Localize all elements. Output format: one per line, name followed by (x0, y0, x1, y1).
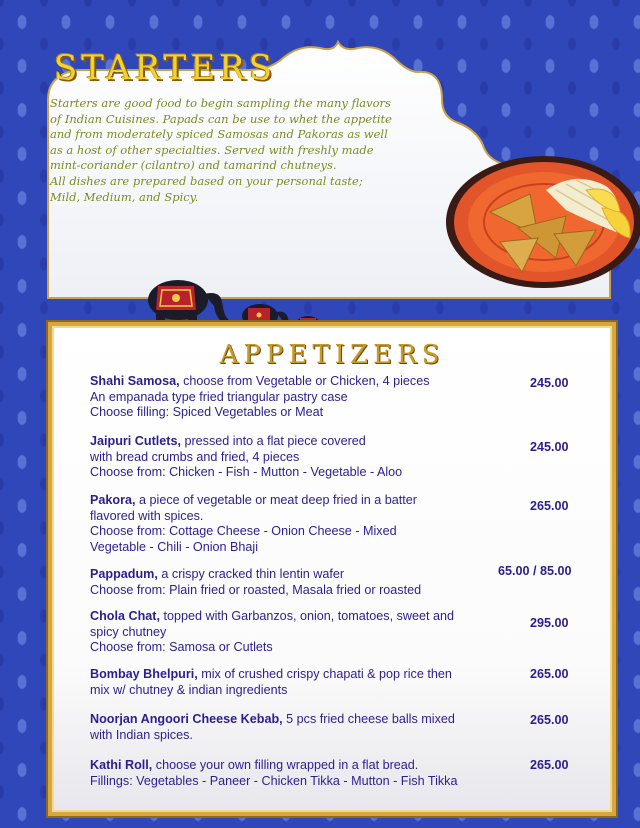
item-description: choose your own filling wrapped in a flat bread. (155, 758, 419, 772)
description-line: mint-coriander (cilantro) and tamarind chutneys. (50, 158, 337, 173)
item-price: 245.00 (530, 376, 569, 390)
item-description: flavored with spices. (90, 508, 204, 523)
item-description: 5 pcs fried cheese balls mixed (286, 712, 455, 726)
item-name: Chola Chat, (90, 609, 160, 623)
item-description: Choose from: Cottage Cheese - Onion Cheese - Mixed (90, 524, 397, 538)
item-description: Choose from: Chicken - Fish - Mutton - Vegetable - Aloo (90, 465, 403, 479)
menu-item-bombay-bhelpuri (90, 667, 520, 698)
item-description: a piece of vegetable or meat deep fried in a batter (139, 493, 417, 507)
appetizers-heading: APPETIZERS (219, 340, 445, 370)
starters-description (50, 96, 410, 205)
item-price: 65.00 / 85.00 (498, 564, 572, 578)
menu-item-pappadum (90, 567, 520, 598)
item-price: 265.00 (530, 667, 569, 681)
item-price: 265.00 (530, 758, 569, 772)
item-description: Choose from: Plain fried or roasted, Masala fried or roasted (90, 582, 422, 597)
description-line: All dishes are prepared based on your personal taste; (50, 173, 363, 188)
item-description: mix of crushed crispy chapati & pop rice then (201, 667, 452, 681)
menu-item-kathi-roll (90, 758, 520, 789)
description-line: Mild, Medium, and Spicy. (50, 189, 199, 204)
description-line: Starters are good food to begin sampling the many flavors (50, 96, 391, 110)
description-line: of Indian Cuisines. Papads can be use to whet the appetite (50, 111, 392, 126)
item-name: Pappadum, (90, 567, 158, 581)
menu-item-pakora (90, 493, 520, 555)
item-description: Vegetable - Chili - Onion Bhaji (90, 539, 259, 554)
item-price: 265.00 (530, 713, 569, 727)
item-description: mix w/ chutney & indian ingredients (90, 682, 288, 697)
item-description: pressed into a flat piece covered (184, 434, 366, 448)
starters-heading: STARTERS (54, 48, 277, 88)
item-price: 265.00 (530, 499, 569, 513)
item-description: a crispy cracked thin lentin wafer (161, 567, 345, 581)
description-line: as a host of other specialties. Served with freshly made (50, 142, 374, 157)
item-name: Bombay Bhelpuri, (90, 667, 198, 681)
menu-item-chola-chat (90, 609, 520, 656)
item-name: Pakora, (90, 493, 136, 507)
item-price: 245.00 (530, 440, 569, 454)
item-description: with bread crumbs and fried, 4 pieces (90, 449, 300, 464)
item-name: Shahi Samosa, (90, 374, 180, 388)
item-description: choose from Vegetable or Chicken, 4 pieces (183, 374, 430, 388)
item-description: Fillings: Vegetables - Paneer - Chicken Tikka - Mutton - Fish Tikka (90, 773, 458, 788)
description-line: and from moderately spiced Samosas and Pakoras as well (50, 127, 388, 142)
item-description: topped with Garbanzos, onion, tomatoes, sweet and (163, 609, 455, 623)
item-description: Choose filling: Spiced Vegetables or Meat (90, 405, 324, 419)
item-name: Jaipuri Cutlets, (90, 434, 181, 448)
item-description: spicy chutney (90, 624, 167, 639)
item-name: Kathi Roll, (90, 758, 153, 772)
item-description: Choose from: Samosa or Cutlets (90, 640, 273, 654)
menu-item-shahi-samosa (90, 374, 520, 421)
samosa-plate-image (426, 150, 640, 300)
item-price: 295.00 (530, 616, 569, 630)
menu-item-jaipuri-cutlets (90, 434, 520, 481)
item-description: with Indian spices. (90, 727, 193, 742)
item-description: An empanada type fried triangular pastry case (90, 389, 348, 404)
menu-item-noorjan-angoori-cheese-kebab (90, 712, 520, 743)
item-name: Noorjan Angoori Cheese Kebab, (90, 712, 283, 726)
appetizers-menu (48, 322, 616, 816)
